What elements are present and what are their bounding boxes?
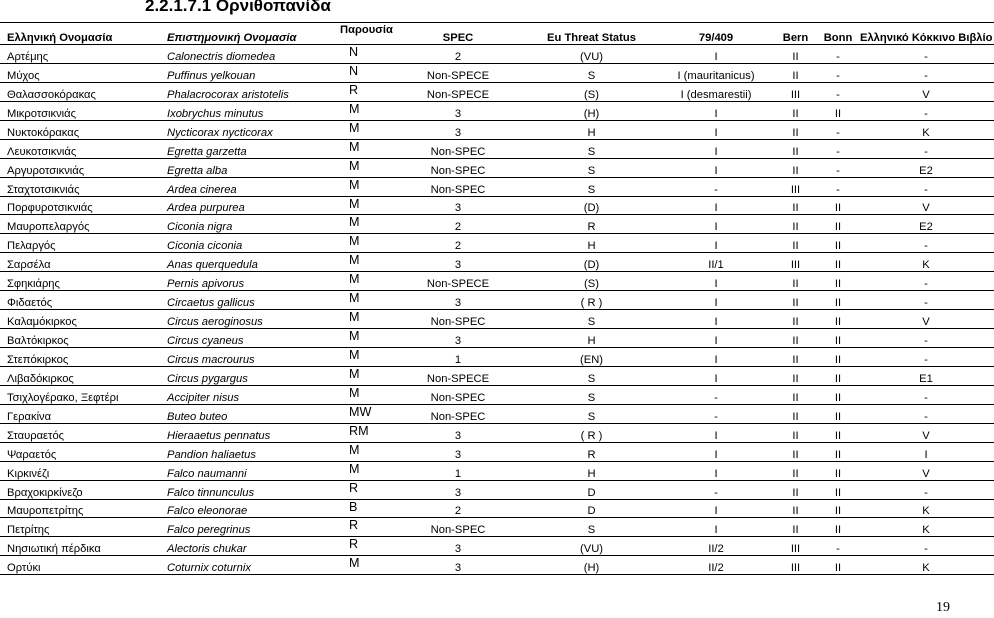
cell-directive: - — [659, 177, 773, 196]
cell-spec: 2 — [392, 499, 524, 518]
cell-eu-threat: H — [524, 461, 659, 480]
cell-red-book: - — [858, 177, 994, 196]
cell-common-name: Φιδαετός — [0, 291, 160, 310]
cell-red-book: E2 — [858, 215, 994, 234]
cell-eu-threat: ( R ) — [524, 291, 659, 310]
cell-red-book: V — [858, 196, 994, 215]
cell-common-name: Αρτέμης — [0, 45, 160, 64]
table-row — [0, 272, 994, 291]
table-row — [0, 120, 994, 139]
cell-scientific-name: Egretta alba — [160, 158, 332, 177]
cell-directive: I — [659, 442, 773, 461]
cell-common-name: Πετρίτης — [0, 518, 160, 537]
cell-spec: 3 — [392, 291, 524, 310]
cell-presence: M — [332, 556, 392, 575]
table-row — [0, 101, 994, 120]
cell-spec: 3 — [392, 101, 524, 120]
cell-spec: Non-SPEC — [392, 310, 524, 329]
cell-scientific-name: Falco tinnunculus — [160, 480, 332, 499]
cell-scientific-name: Falco peregrinus — [160, 518, 332, 537]
cell-red-book: - — [858, 139, 994, 158]
cell-bern: II — [773, 366, 818, 385]
cell-scientific-name: Circus macrourus — [160, 348, 332, 367]
cell-bern: II — [773, 461, 818, 480]
cell-eu-threat: (D) — [524, 196, 659, 215]
cell-common-name: Σαρσέλα — [0, 253, 160, 272]
cell-bonn: II — [818, 461, 858, 480]
cell-red-book: K — [858, 499, 994, 518]
cell-bonn: - — [818, 537, 858, 556]
cell-scientific-name: Falco naumanni — [160, 461, 332, 480]
cell-scientific-name: Calonectris diomedea — [160, 45, 332, 64]
cell-scientific-name: Pernis apivorus — [160, 272, 332, 291]
cell-scientific-name: Accipiter nisus — [160, 385, 332, 404]
cell-spec: Non-SPEC — [392, 177, 524, 196]
cell-bern: II — [773, 63, 818, 82]
table-row — [0, 82, 994, 101]
cell-presence: M — [332, 101, 392, 120]
col-header-scientific-name: Επιστημονική Ονομασία — [160, 23, 332, 45]
cell-spec: Non-SPEC — [392, 139, 524, 158]
table-row — [0, 366, 994, 385]
cell-presence: M — [332, 461, 392, 480]
cell-red-book: - — [858, 348, 994, 367]
cell-presence: N — [332, 45, 392, 64]
col-header-directive: 79/409 — [659, 23, 773, 45]
cell-common-name: Στεπόκιρκος — [0, 348, 160, 367]
cell-spec: Non-SPEC — [392, 404, 524, 423]
cell-bonn: - — [818, 120, 858, 139]
cell-spec: 1 — [392, 348, 524, 367]
cell-scientific-name: Circus cyaneus — [160, 329, 332, 348]
cell-red-book: - — [858, 291, 994, 310]
cell-bonn: II — [818, 404, 858, 423]
cell-directive: I — [659, 499, 773, 518]
cell-bern: II — [773, 234, 818, 253]
cell-eu-threat: D — [524, 480, 659, 499]
page-number: 19 — [936, 600, 950, 615]
cell-red-book: E1 — [858, 366, 994, 385]
cell-bern: II — [773, 518, 818, 537]
table-row — [0, 177, 994, 196]
cell-eu-threat: S — [524, 385, 659, 404]
cell-eu-threat: (S) — [524, 82, 659, 101]
cell-directive: I — [659, 348, 773, 367]
cell-bonn: - — [818, 82, 858, 101]
cell-scientific-name: Hieraaetus pennatus — [160, 423, 332, 442]
col-header-red-book: Ελληνικό Κόκκινο Βιβλίο — [858, 23, 994, 45]
cell-bern: III — [773, 177, 818, 196]
table-row — [0, 45, 994, 64]
cell-spec: Non-SPECE — [392, 272, 524, 291]
cell-eu-threat: S — [524, 139, 659, 158]
cell-bern: II — [773, 158, 818, 177]
cell-eu-threat: H — [524, 120, 659, 139]
cell-spec: 3 — [392, 253, 524, 272]
cell-directive: I — [659, 45, 773, 64]
table-row — [0, 423, 994, 442]
cell-common-name: Λιβαδόκιρκος — [0, 366, 160, 385]
table-header-row — [0, 23, 994, 45]
cell-presence: M — [332, 120, 392, 139]
cell-spec: Non-SPECE — [392, 366, 524, 385]
cell-common-name: Σφηκιάρης — [0, 272, 160, 291]
cell-directive: I (desmarestii) — [659, 82, 773, 101]
cell-bern: II — [773, 310, 818, 329]
cell-directive: II/1 — [659, 253, 773, 272]
table-row — [0, 139, 994, 158]
cell-red-book: - — [858, 537, 994, 556]
cell-directive: I — [659, 518, 773, 537]
cell-directive: I — [659, 291, 773, 310]
cell-common-name: Νυκτοκόρακας — [0, 120, 160, 139]
col-header-bern: Bern — [773, 23, 818, 45]
cell-spec: 3 — [392, 480, 524, 499]
cell-eu-threat: (S) — [524, 272, 659, 291]
cell-red-book: V — [858, 310, 994, 329]
cell-presence: M — [332, 291, 392, 310]
cell-common-name: Κιρκινέζι — [0, 461, 160, 480]
cell-bonn: II — [818, 234, 858, 253]
cell-red-book: - — [858, 101, 994, 120]
cell-common-name: Σταχτοτσικνιάς — [0, 177, 160, 196]
table-row — [0, 196, 994, 215]
cell-directive: I (mauritanicus) — [659, 63, 773, 82]
table-row — [0, 404, 994, 423]
cell-directive: I — [659, 196, 773, 215]
cell-bonn: - — [818, 45, 858, 64]
cell-spec: 3 — [392, 423, 524, 442]
cell-scientific-name: Circus aeroginosus — [160, 310, 332, 329]
cell-directive: I — [659, 139, 773, 158]
cell-presence: R — [332, 480, 392, 499]
cell-common-name: Μύχος — [0, 63, 160, 82]
cell-common-name: Πορφυροτσικνιάς — [0, 196, 160, 215]
cell-directive: I — [659, 329, 773, 348]
cell-eu-threat: R — [524, 215, 659, 234]
cell-bern: II — [773, 139, 818, 158]
cell-red-book: - — [858, 63, 994, 82]
cell-eu-threat: (H) — [524, 101, 659, 120]
cell-directive: I — [659, 423, 773, 442]
cell-common-name: Μικροτσικνιάς — [0, 101, 160, 120]
cell-bern: II — [773, 215, 818, 234]
table-row — [0, 310, 994, 329]
cell-bonn: II — [818, 556, 858, 575]
cell-scientific-name: Ciconia nigra — [160, 215, 332, 234]
cell-directive: II/2 — [659, 556, 773, 575]
cell-spec: 1 — [392, 461, 524, 480]
col-header-presence: Παρουσία — [332, 23, 392, 45]
cell-eu-threat: (EN) — [524, 348, 659, 367]
cell-eu-threat: R — [524, 442, 659, 461]
cell-presence: R — [332, 537, 392, 556]
cell-scientific-name: Falco eleonorae — [160, 499, 332, 518]
cell-spec: 3 — [392, 537, 524, 556]
cell-red-book: K — [858, 120, 994, 139]
cell-bonn: II — [818, 366, 858, 385]
cell-red-book: V — [858, 82, 994, 101]
cell-bonn: II — [818, 480, 858, 499]
table-row — [0, 215, 994, 234]
cell-presence: M — [332, 177, 392, 196]
cell-directive: I — [659, 215, 773, 234]
cell-common-name: Πελαργός — [0, 234, 160, 253]
cell-presence: M — [332, 366, 392, 385]
cell-directive: I — [659, 310, 773, 329]
cell-presence: RM — [332, 423, 392, 442]
cell-eu-threat: (VU) — [524, 537, 659, 556]
cell-common-name: Μαυροπετρίτης — [0, 499, 160, 518]
cell-eu-threat: ( R ) — [524, 423, 659, 442]
cell-bonn: - — [818, 177, 858, 196]
cell-bonn: - — [818, 63, 858, 82]
table-body — [0, 45, 994, 575]
cell-scientific-name: Buteo buteo — [160, 404, 332, 423]
cell-spec: 2 — [392, 45, 524, 64]
table-row — [0, 253, 994, 272]
cell-common-name: Γερακίνα — [0, 404, 160, 423]
cell-eu-threat: (D) — [524, 253, 659, 272]
cell-eu-threat: H — [524, 329, 659, 348]
cell-spec: 2 — [392, 234, 524, 253]
cell-eu-threat: S — [524, 158, 659, 177]
cell-bern: II — [773, 348, 818, 367]
cell-spec: 3 — [392, 196, 524, 215]
cell-presence: B — [332, 499, 392, 518]
cell-bonn: - — [818, 158, 858, 177]
cell-directive: I — [659, 234, 773, 253]
cell-bonn: II — [818, 272, 858, 291]
cell-bern: II — [773, 423, 818, 442]
cell-directive: II/2 — [659, 537, 773, 556]
cell-common-name: Λευκοτσικνιάς — [0, 139, 160, 158]
cell-scientific-name: Egretta garzetta — [160, 139, 332, 158]
cell-bonn: - — [818, 139, 858, 158]
cell-scientific-name: Ardea purpurea — [160, 196, 332, 215]
cell-red-book: V — [858, 461, 994, 480]
cell-bonn: II — [818, 253, 858, 272]
cell-bonn: II — [818, 348, 858, 367]
cell-bern: II — [773, 196, 818, 215]
cell-eu-threat: S — [524, 310, 659, 329]
cell-presence: R — [332, 518, 392, 537]
cell-scientific-name: Circus pygargus — [160, 366, 332, 385]
cell-common-name: Τσιχλογέρακο, Ξεφτέρι — [0, 385, 160, 404]
cell-presence: M — [332, 310, 392, 329]
cell-bern: III — [773, 253, 818, 272]
cell-scientific-name: Ardea cinerea — [160, 177, 332, 196]
cell-common-name: Θαλασσοκόρακας — [0, 82, 160, 101]
cell-red-book: I — [858, 442, 994, 461]
cell-red-book: - — [858, 329, 994, 348]
cell-directive: - — [659, 404, 773, 423]
table-row — [0, 385, 994, 404]
cell-common-name: Μαυροπελαργός — [0, 215, 160, 234]
cell-presence: M — [332, 234, 392, 253]
cell-presence: M — [332, 158, 392, 177]
cell-eu-threat: S — [524, 518, 659, 537]
table-row — [0, 556, 994, 575]
cell-eu-threat: S — [524, 177, 659, 196]
cell-bonn: II — [818, 499, 858, 518]
cell-presence: M — [332, 329, 392, 348]
cell-spec: 2 — [392, 215, 524, 234]
cell-bern: II — [773, 404, 818, 423]
cell-bonn: II — [818, 291, 858, 310]
cell-common-name: Σταυραετός — [0, 423, 160, 442]
cell-spec: Non-SPEC — [392, 518, 524, 537]
table-row — [0, 537, 994, 556]
cell-bern: II — [773, 385, 818, 404]
cell-presence: M — [332, 139, 392, 158]
cell-spec: Non-SPEC — [392, 158, 524, 177]
cell-presence: M — [332, 348, 392, 367]
cell-bern: III — [773, 82, 818, 101]
cell-scientific-name: Anas querquedula — [160, 253, 332, 272]
cell-common-name: Νησιωτική πέρδικα — [0, 537, 160, 556]
table-row — [0, 234, 994, 253]
cell-spec: 3 — [392, 329, 524, 348]
cell-directive: - — [659, 480, 773, 499]
table-row — [0, 480, 994, 499]
cell-red-book: - — [858, 45, 994, 64]
table-row — [0, 291, 994, 310]
cell-bonn: II — [818, 101, 858, 120]
cell-scientific-name: Ixobrychus minutus — [160, 101, 332, 120]
cell-bonn: II — [818, 518, 858, 537]
cell-directive: I — [659, 461, 773, 480]
cell-presence: MW — [332, 404, 392, 423]
cell-eu-threat: H — [524, 234, 659, 253]
table-row — [0, 63, 994, 82]
cell-directive: I — [659, 120, 773, 139]
cell-bern: II — [773, 291, 818, 310]
cell-eu-threat: (H) — [524, 556, 659, 575]
col-header-spec: SPEC — [392, 23, 524, 45]
cell-bonn: II — [818, 385, 858, 404]
cell-spec: 3 — [392, 556, 524, 575]
cell-scientific-name: Ciconia ciconia — [160, 234, 332, 253]
cell-bern: II — [773, 101, 818, 120]
cell-red-book: K — [858, 518, 994, 537]
section-heading: 2.2.1.7.1 Ορνιθοπανίδα — [145, 0, 331, 15]
cell-scientific-name: Circaetus gallicus — [160, 291, 332, 310]
cell-bonn: II — [818, 215, 858, 234]
cell-scientific-name: Puffinus yelkouan — [160, 63, 332, 82]
cell-bonn: II — [818, 423, 858, 442]
cell-bern: II — [773, 329, 818, 348]
cell-red-book: - — [858, 234, 994, 253]
cell-presence: M — [332, 272, 392, 291]
cell-red-book: V — [858, 423, 994, 442]
cell-bern: II — [773, 442, 818, 461]
cell-bern: III — [773, 556, 818, 575]
cell-bonn: II — [818, 329, 858, 348]
cell-eu-threat: (VU) — [524, 45, 659, 64]
cell-spec: Non-SPECE — [392, 82, 524, 101]
cell-presence: M — [332, 196, 392, 215]
col-header-eu-threat: Eu Threat Status — [524, 23, 659, 45]
cell-red-book: K — [858, 253, 994, 272]
cell-scientific-name: Nycticorax nycticorax — [160, 120, 332, 139]
cell-common-name: Βραχοκιρκίνεζο — [0, 480, 160, 499]
cell-spec: 3 — [392, 442, 524, 461]
cell-scientific-name: Coturnix coturnix — [160, 556, 332, 575]
cell-directive: I — [659, 366, 773, 385]
cell-scientific-name: Alectoris chukar — [160, 537, 332, 556]
cell-eu-threat: S — [524, 63, 659, 82]
cell-red-book: E2 — [858, 158, 994, 177]
cell-presence: M — [332, 442, 392, 461]
cell-bonn: II — [818, 442, 858, 461]
cell-directive: I — [659, 158, 773, 177]
table-row — [0, 348, 994, 367]
col-header-bonn: Bonn — [818, 23, 858, 45]
cell-common-name: Καλαμόκιρκος — [0, 310, 160, 329]
cell-bern: III — [773, 537, 818, 556]
cell-presence: M — [332, 253, 392, 272]
cell-red-book: - — [858, 385, 994, 404]
table-row — [0, 518, 994, 537]
cell-presence: M — [332, 215, 392, 234]
cell-common-name: Ορτύκι — [0, 556, 160, 575]
cell-common-name: Αργυροτσικνιάς — [0, 158, 160, 177]
table-row — [0, 461, 994, 480]
cell-bern: II — [773, 480, 818, 499]
col-header-common-name: Ελληνική Ονομασία — [0, 23, 160, 45]
cell-red-book: - — [858, 404, 994, 423]
cell-bern: II — [773, 499, 818, 518]
cell-bern: II — [773, 272, 818, 291]
cell-presence: M — [332, 385, 392, 404]
cell-bonn: II — [818, 310, 858, 329]
cell-eu-threat: S — [524, 404, 659, 423]
cell-common-name: Ψαραετός — [0, 442, 160, 461]
cell-eu-threat: S — [524, 366, 659, 385]
cell-scientific-name: Pandion haliaetus — [160, 442, 332, 461]
cell-presence: N — [332, 63, 392, 82]
cell-bern: II — [773, 120, 818, 139]
cell-eu-threat: D — [524, 499, 659, 518]
cell-red-book: - — [858, 480, 994, 499]
cell-spec: 3 — [392, 120, 524, 139]
table-row — [0, 158, 994, 177]
table-row — [0, 329, 994, 348]
cell-scientific-name: Phalacrocorax aristotelis — [160, 82, 332, 101]
table-row — [0, 442, 994, 461]
cell-presence: R — [332, 82, 392, 101]
avifauna-table — [0, 22, 994, 575]
cell-directive: - — [659, 385, 773, 404]
cell-directive: I — [659, 272, 773, 291]
cell-directive: I — [659, 101, 773, 120]
cell-red-book: - — [858, 272, 994, 291]
cell-bonn: II — [818, 196, 858, 215]
cell-spec: Non-SPEC — [392, 385, 524, 404]
cell-red-book: K — [858, 556, 994, 575]
table-row — [0, 499, 994, 518]
cell-bern: II — [773, 45, 818, 64]
cell-common-name: Βαλτόκιρκος — [0, 329, 160, 348]
cell-spec: Non-SPECE — [392, 63, 524, 82]
